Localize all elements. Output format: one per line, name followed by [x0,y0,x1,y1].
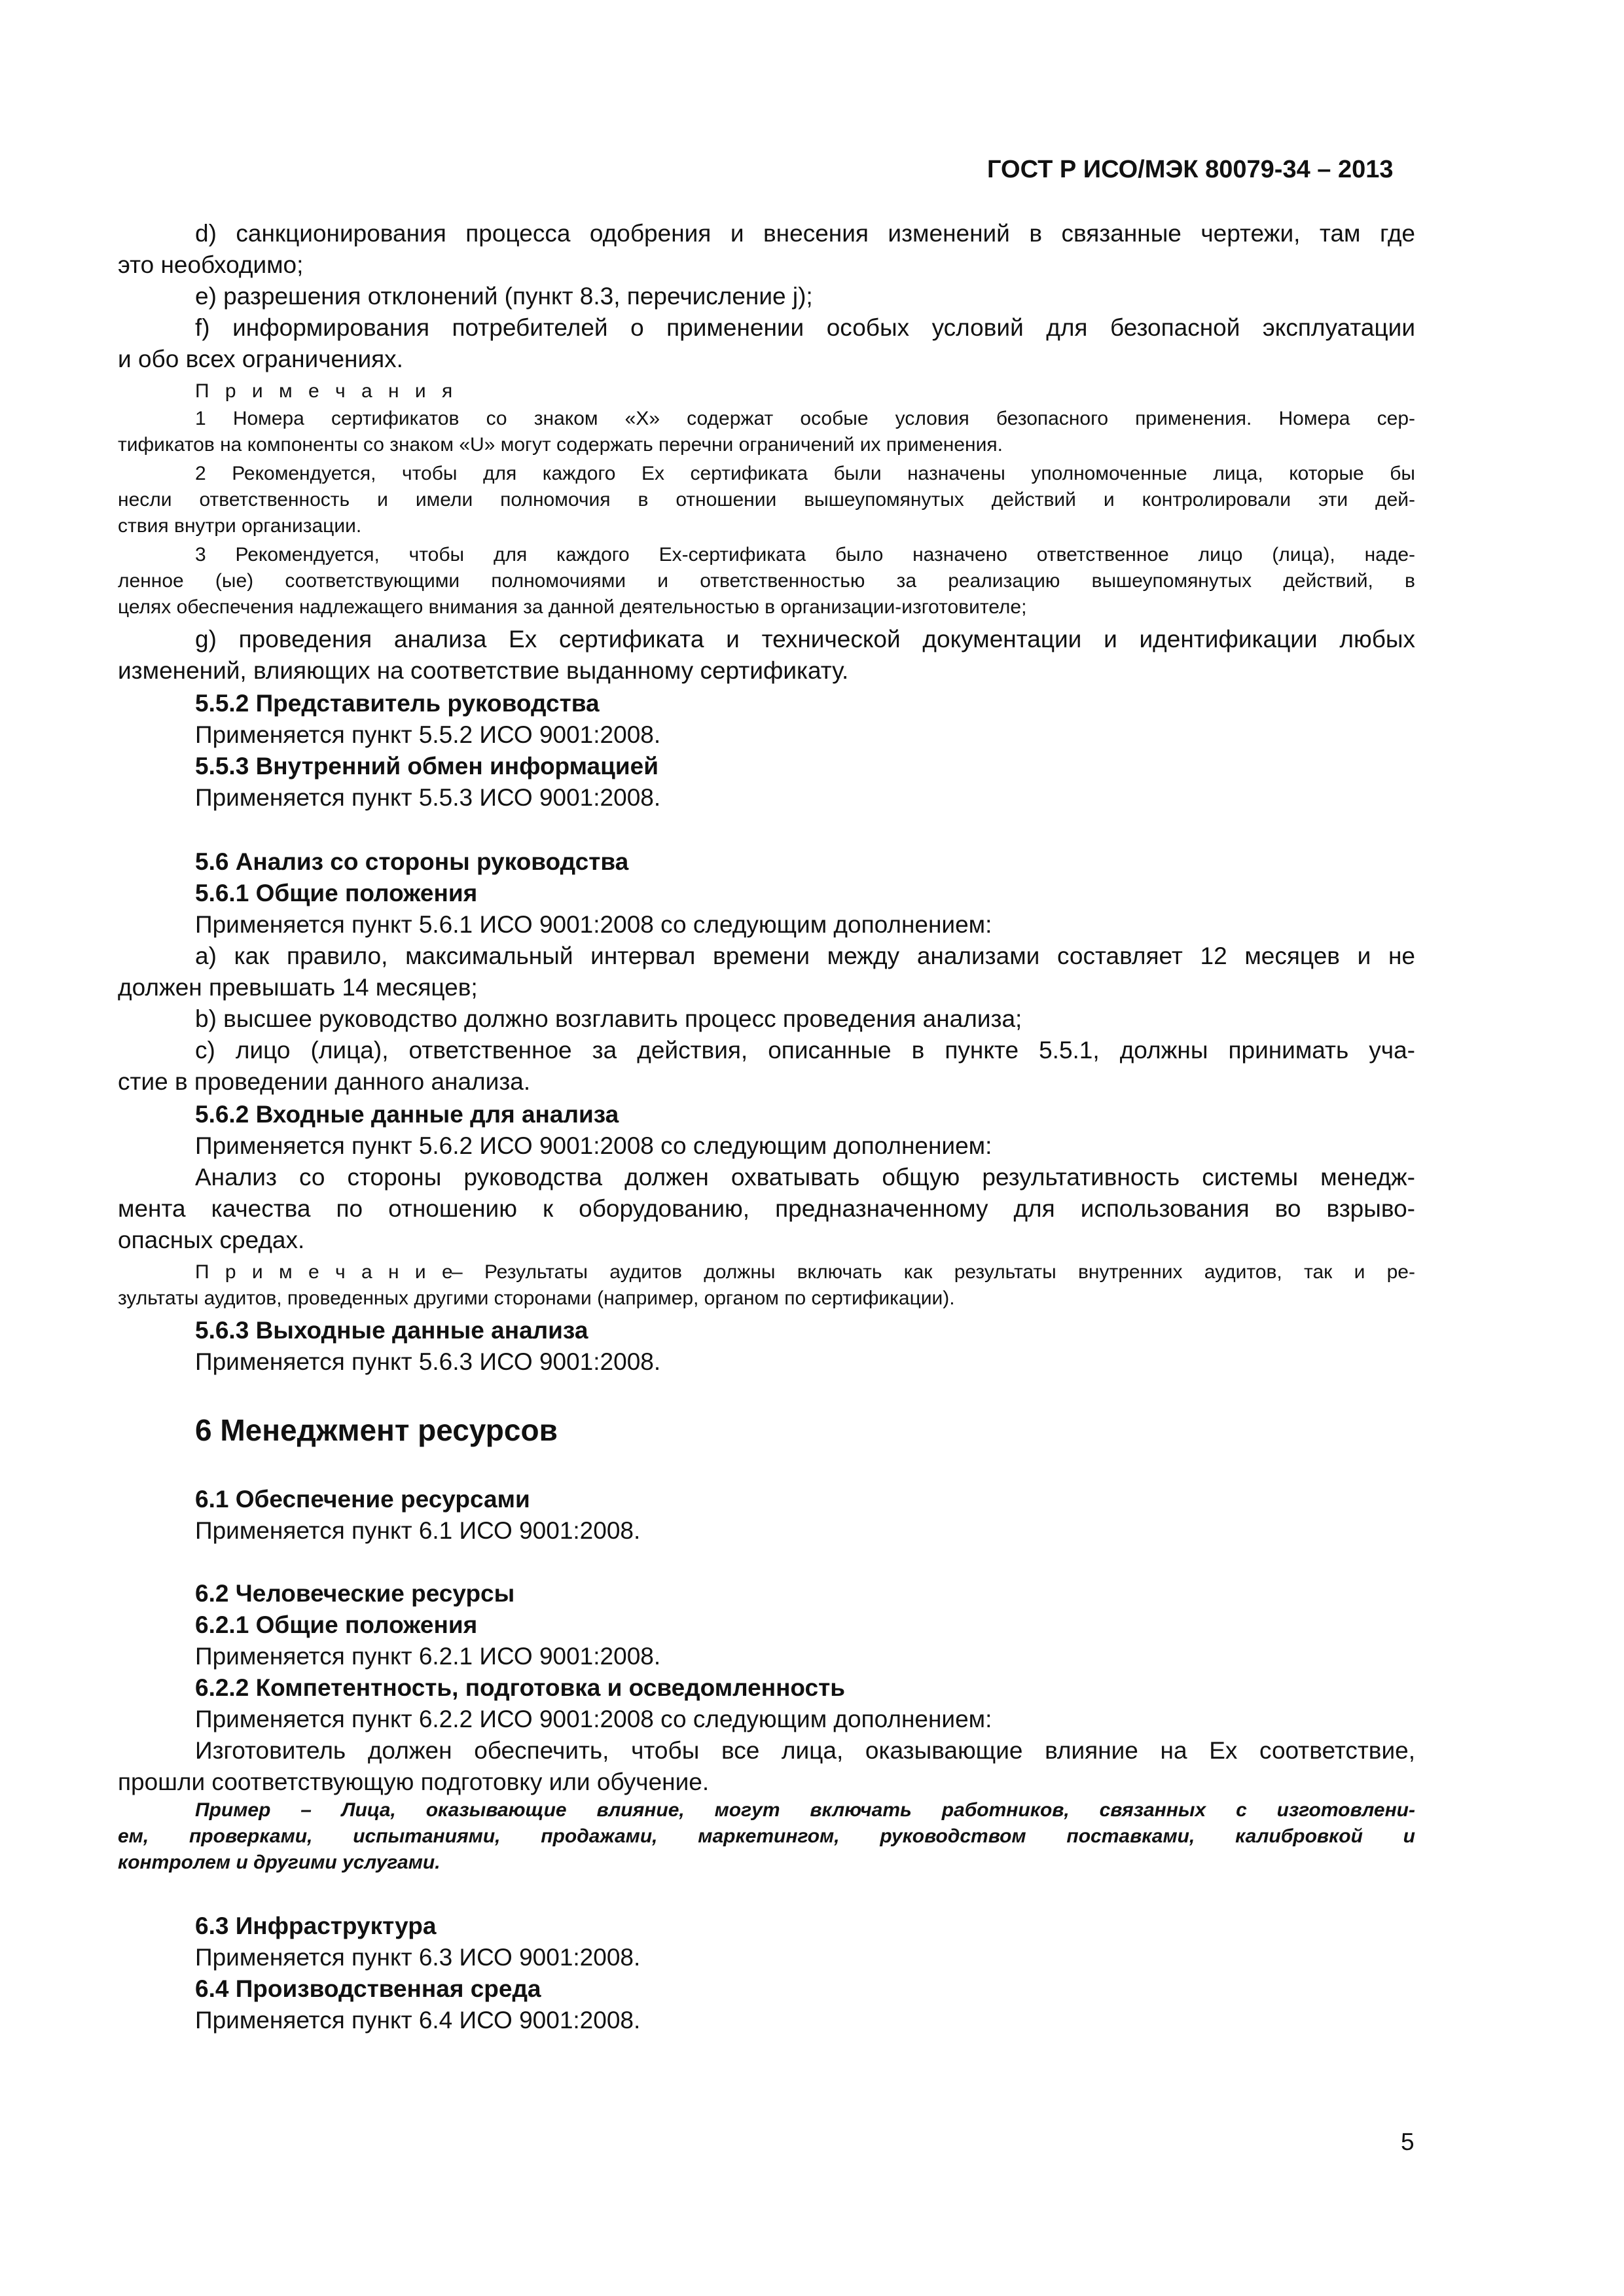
note-text-cont: зультаты аудитов, проведенных другими сторонами (например, органом по сертификации). [118,1287,955,1309]
chapter-heading-6: 6 Менеджмент ресурсов [195,1413,558,1447]
example-text-cont: ем, проверками, испытаниями, продажами, маркетингом, руководством поставками, калибровкой и [118,1825,1415,1847]
list-item-b: b) высшее руководство должно возглавить процесс проведения анализа; [195,1005,1022,1032]
document-header: ГОСТ Р ИСО/МЭК 80079-34 – 2013 [987,156,1394,183]
section-heading-6-4: 6.4 Производственная среда [195,1975,541,2002]
note-3-end: целях обеспечения надлежащего внимания за данной деятельностью в организации-изготовителе; [118,596,1027,618]
paragraph: Применяется пункт 5.6.3 ИСО 9001:2008. [195,1348,661,1375]
paragraph: Применяется пункт 5.6.2 ИСО 9001:2008 со следующим дополнением: [195,1132,992,1159]
note-3: 3 Рекомендуется, чтобы для каждого Ех-сертификата было назначено ответственное лицо (лица), наде- [195,544,1415,565]
page-number: 5 [1401,2128,1415,2155]
example-text: Пример – Лица, оказывающие влияние, могут включать работников, связанных с изготовлени- [195,1799,1415,1821]
section-heading-6-3: 6.3 Инфраструктура [195,1912,437,1939]
section-heading-5-5-3: 5.5.3 Внутренний обмен информацией [195,753,659,780]
list-item-e: e) разрешения отклонений (пункт 8.3, перечисление j); [195,283,813,310]
paragraph: Применяется пункт 6.3 ИСО 9001:2008. [195,1944,641,1971]
paragraph-cont: прошли соответствующую подготовку или обучение. [118,1768,710,1795]
section-heading-6-2: 6.2 Человеческие ресурсы [195,1580,515,1607]
paragraph: Изготовитель должен обеспечить, чтобы все лица, оказывающие влияние на Ех соответствие, [195,1737,1415,1764]
note-text: – Результаты аудитов должны включать как результаты внутренних аудитов, так и ре- [452,1261,1415,1283]
note-3-cont: ленное (ые) соответствующими полномочиями и ответственностью за реализацию вышеупомянутых действий, в [118,570,1415,592]
note-1: 1 Номера сертификатов со знаком «Х» содержат особые условия безопасного применения. Номера сер- [195,408,1415,429]
paragraph: Применяется пункт 5.5.2 ИСО 9001:2008. [195,721,661,748]
list-item-a: a) как правило, максимальный интервал времени между анализами составляет 12 месяцев и не [195,942,1415,969]
paragraph-cont: мента качества по отношению к оборудованию, предназначенному для использования во взрыво- [118,1195,1415,1222]
note-2-end: ствия внутри организации. [118,515,362,537]
paragraph: Применяется пункт 6.2.1 ИСО 9001:2008. [195,1643,661,1670]
paragraph: Применяется пункт 6.1 ИСО 9001:2008. [195,1517,641,1544]
section-heading-5-6: 5.6 Анализ со стороны руководства [195,848,629,875]
section-heading-5-6-2: 5.6.2 Входные данные для анализа [195,1101,619,1128]
section-heading-6-2-2: 6.2.2 Компетентность, подготовка и осведомленность [195,1674,845,1701]
paragraph: Применяется пункт 5.5.3 ИСО 9001:2008. [195,784,661,811]
list-item-g: g) проведения анализа Ех сертификата и технической документации и идентификации любых [195,626,1415,653]
list-item-c: c) лицо (лица), ответственное за действия, описанные в пункте 5.5.1, должны принимать уча- [195,1037,1415,1064]
section-heading-5-6-3: 5.6.3 Выходные данные анализа [195,1317,588,1344]
list-item-f-cont: и обо всех ограничениях. [118,346,403,372]
example-text-end: контролем и другими услугами. [118,1852,441,1873]
notes-heading: П р и м е ч а н и я [195,380,458,402]
section-heading-6-1: 6.1 Обеспечение ресурсами [195,1486,530,1513]
paragraph: Анализ со стороны руководства должен охватывать общую результативность системы менедж- [195,1164,1415,1191]
paragraph: Применяется пункт 5.6.1 ИСО 9001:2008 со следующим дополнением: [195,911,992,938]
section-heading-6-2-1: 6.2.1 Общие положения [195,1611,478,1638]
note-label: П р и м е ч а н и е [195,1261,458,1283]
note-1-cont: тификатов на компоненты со знаком «U» могут содержать перечни ограничений их применения. [118,434,1003,456]
section-heading-5-6-1: 5.6.1 Общие положения [195,880,478,906]
list-item-g-cont: изменений, влияющих на соответствие выданному сертификату. [118,657,849,684]
list-item-d-cont: это необходимо; [118,251,304,278]
section-heading-5-5-2: 5.5.2 Представитель руководства [195,690,600,717]
list-item-c-cont: стие в проведении данного анализа. [118,1068,531,1095]
note-2-cont: несли ответственность и имели полномочия в отношении вышеупомянутых действий и контролировали эти дей- [118,489,1415,511]
paragraph: Применяется пункт 6.4 ИСО 9001:2008. [195,2007,641,2034]
list-item-f: f) информирования потребителей о применении особых условий для безопасной эксплуатации [195,314,1415,341]
list-item-a-cont: должен превышать 14 месяцев; [118,974,478,1001]
note-2: 2 Рекомендуется, чтобы для каждого Ех сертификата были назначены уполномоченные лица, которые бы [195,463,1415,484]
list-item-d: d) санкционирования процесса одобрения и внесения изменений в связанные чертежи, там где [195,220,1415,247]
paragraph-end: опасных средах. [118,1227,305,1253]
paragraph: Применяется пункт 6.2.2 ИСО 9001:2008 со следующим дополнением: [195,1706,992,1732]
